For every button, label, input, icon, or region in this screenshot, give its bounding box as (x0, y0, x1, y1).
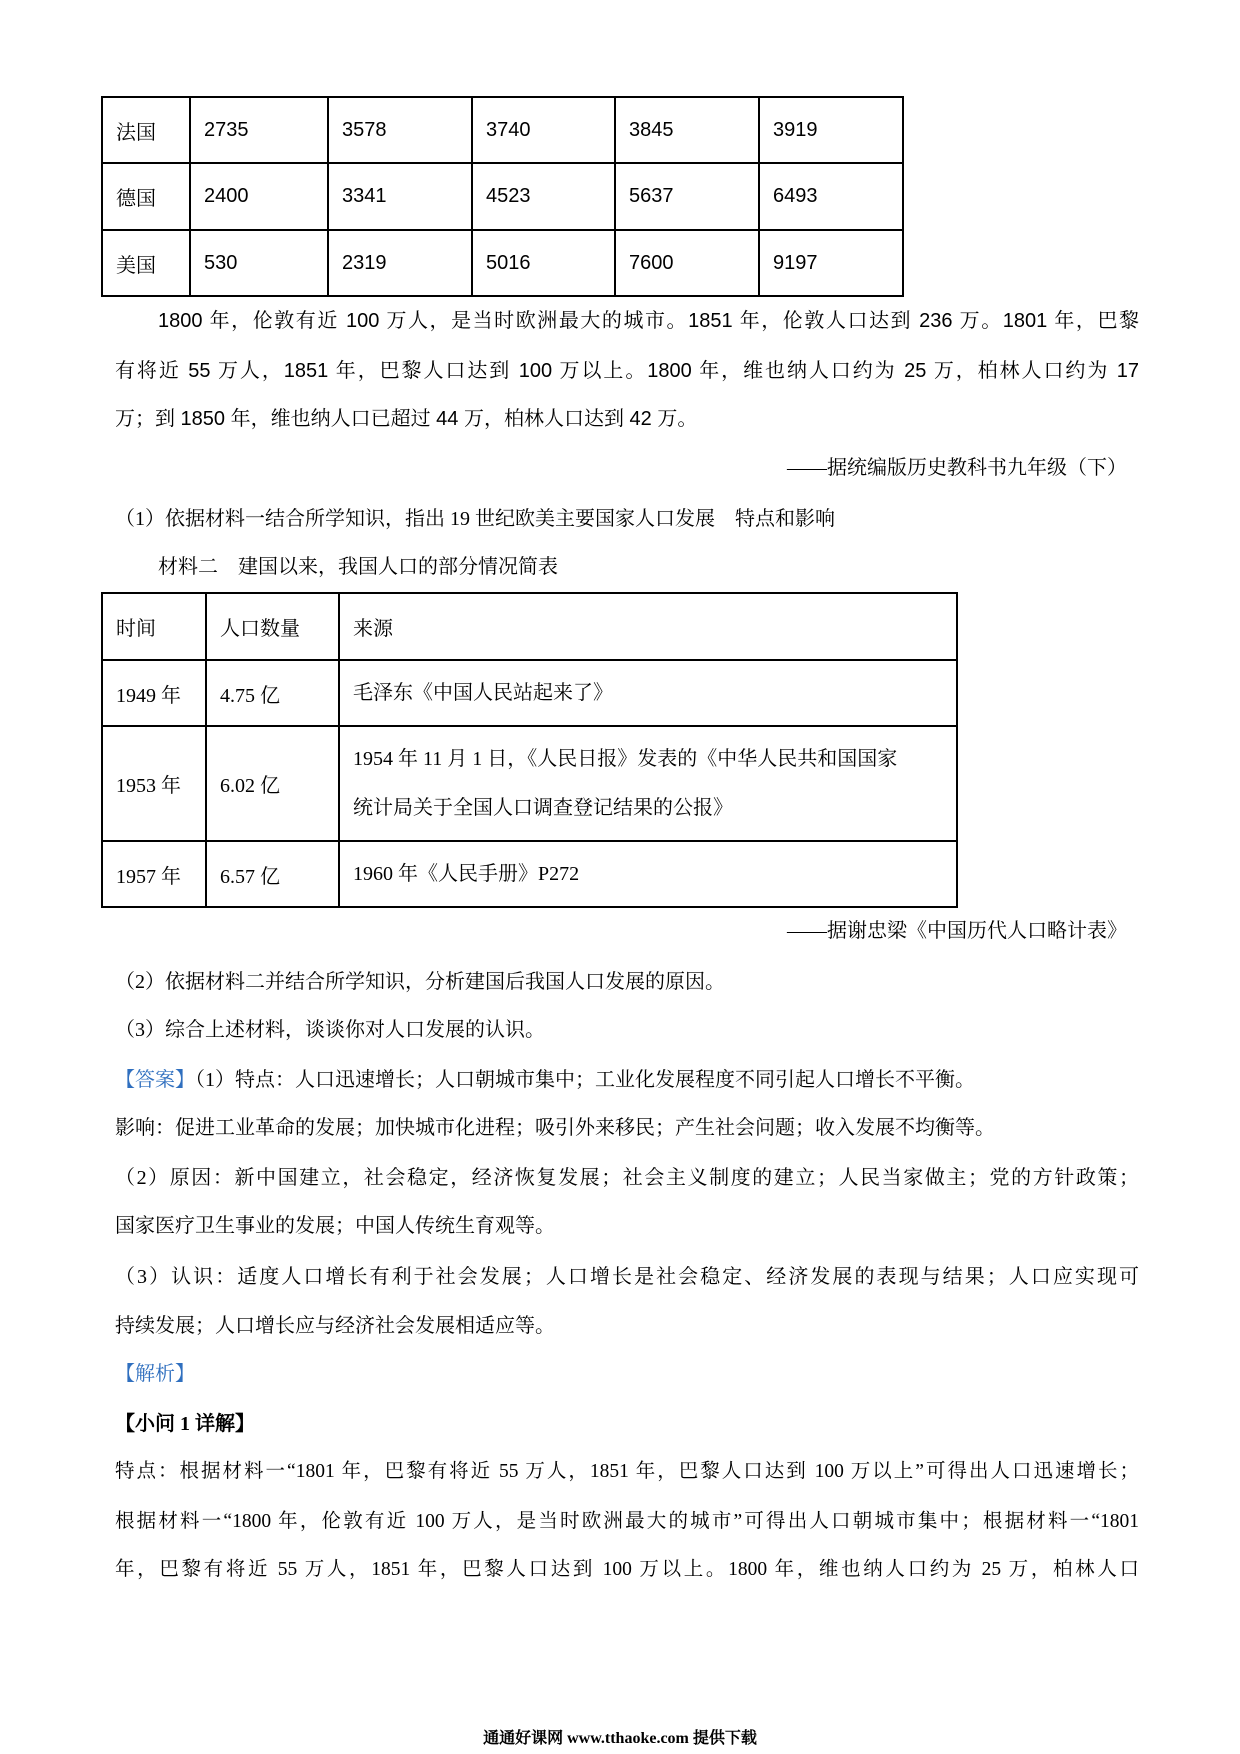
population-cell: 4.75 亿 (206, 660, 339, 726)
value-cell: 3578 (328, 97, 472, 163)
value-cell: 3341 (328, 163, 472, 230)
analysis-line: 特点：根据材料一“1801 年，巴黎有将近 55 万人，1851 年，巴黎人口达到 100 万以上”可得出人口迅速增长； (115, 1461, 1139, 1482)
table-row (102, 97, 903, 163)
year-cell: 1957 年 (102, 841, 206, 907)
value-cell: 3919 (759, 97, 903, 163)
material2-source: ——据谢忠梁《中国历代人口略计表》 (787, 920, 1127, 942)
country-cell: 法国 (102, 97, 190, 163)
table-row (102, 230, 903, 296)
source-line: 毛泽东《中国人民站起来了》 (353, 681, 613, 704)
value-cell: 4523 (472, 163, 615, 230)
analysis-subheading: 【小问 1 详解】 (115, 1413, 255, 1435)
answer-text: （1）特点：人口迅速增长；人口朝城市集中；工业化发展程度不同引起人口增长不平衡。 (195, 1069, 975, 1091)
material1-line: 万；到 1850 年，维也纳人口已超过 44 万，柏林人口达到 42 万。 (115, 408, 698, 430)
question-2: （2）依据材料二并结合所学知识，分析建国后我国人口发展的原因。 (115, 971, 725, 993)
china-population-table (101, 592, 958, 908)
europe-population-table (101, 96, 904, 297)
value-cell: 2400 (190, 163, 328, 230)
value-cell: 9197 (759, 230, 903, 296)
population-cell: 6.57 亿 (206, 841, 339, 907)
material1-line: 有将近 55 万人，1851 年，巴黎人口达到 100 万以上。1800 年，维也纳人口约为 25 万，柏林人口约为 17 (115, 360, 1139, 382)
value-cell: 3845 (615, 97, 759, 163)
value-cell: 3740 (472, 97, 615, 163)
value-cell: 7600 (615, 230, 759, 296)
value-cell: 5016 (472, 230, 615, 296)
analysis-line: 根据材料一“1800 年，伦敦有近 100 万人，是当时欧洲最大的城市”可得出人口朝城市集中；根据材料一“1801 (115, 1511, 1139, 1532)
population-cell: 6.02 亿 (206, 726, 339, 841)
table-row (102, 726, 957, 841)
table-row (102, 841, 957, 907)
analysis-line: 年，巴黎有将近 55 万人，1851 年，巴黎人口达到 100 万以上。1800 年，维也纳人口约为 25 万，柏林人口 (115, 1559, 1139, 1580)
value-cell: 6493 (759, 163, 903, 230)
source-line: 1960 年《人民手册》P272 (353, 862, 580, 885)
answer-line: 持续发展；人口增长应与经济社会发展相适应等。 (115, 1315, 555, 1337)
table-header-row (102, 593, 957, 660)
header-cell-population: 人口数量 (206, 593, 339, 660)
value-cell: 530 (190, 230, 328, 296)
header-cell-time: 时间 (102, 593, 206, 660)
answer-line (115, 1065, 1139, 1095)
value-cell: 2735 (190, 97, 328, 163)
material1-source: ——据统编版历史教科书九年级（下） (787, 457, 1127, 479)
year-cell: 1953 年 (102, 726, 206, 841)
value-cell: 2319 (328, 230, 472, 296)
year-cell: 1949 年 (102, 660, 206, 726)
source-line: 统计局关于全国人口调查登记结果的公报》 (353, 796, 733, 819)
country-cell: 美国 (102, 230, 190, 296)
material1-line: 1800 年，伦敦有近 100 万人，是当时欧洲最大的城市。1851 年，伦敦人口达到 236 万。1801 年，巴黎 (158, 310, 1139, 332)
answer-line: 国家医疗卫生事业的发展；中国人传统生育观等。 (115, 1215, 555, 1237)
source-cell (339, 841, 957, 907)
answer-line: （2）原因：新中国建立，社会稳定，经济恢复发展；社会主义制度的建立；人民当家做主；党的方针政策； (115, 1167, 1139, 1189)
question-3: （3）综合上述材料，谈谈你对人口发展的认识。 (115, 1019, 545, 1041)
answer-line: （3）认识：适度人口增长有利于社会发展；人口增长是社会稳定、经济发展的表现与结果；人口应实现可 (115, 1266, 1139, 1288)
material2-title: 材料二 建国以来，我国人口的部分情况简表 (158, 556, 558, 578)
country-cell: 德国 (102, 163, 190, 230)
analysis-tag: 【解析】 (115, 1363, 195, 1385)
page-footer: 通通好课网 www.tthaoke.com 提供下载 (483, 1730, 757, 1747)
table-row (102, 163, 903, 230)
question-1: （1）依据材料一结合所学知识，指出 19 世纪欧美主要国家人口发展 特点和影响 (115, 508, 835, 530)
answer-tag: 【答案】 (115, 1069, 195, 1091)
value-cell: 5637 (615, 163, 759, 230)
header-cell-source: 来源 (339, 593, 957, 660)
answer-line: 影响：促进工业革命的发展；加快城市化进程；吸引外来移民；产生社会问题；收入发展不均衡等。 (115, 1117, 995, 1139)
source-line: 1954 年 11 月 1 日，《人民日报》发表的《中华人民共和国国家 (353, 747, 898, 770)
table-row (102, 660, 957, 726)
source-cell (339, 726, 957, 841)
source-cell (339, 660, 957, 726)
